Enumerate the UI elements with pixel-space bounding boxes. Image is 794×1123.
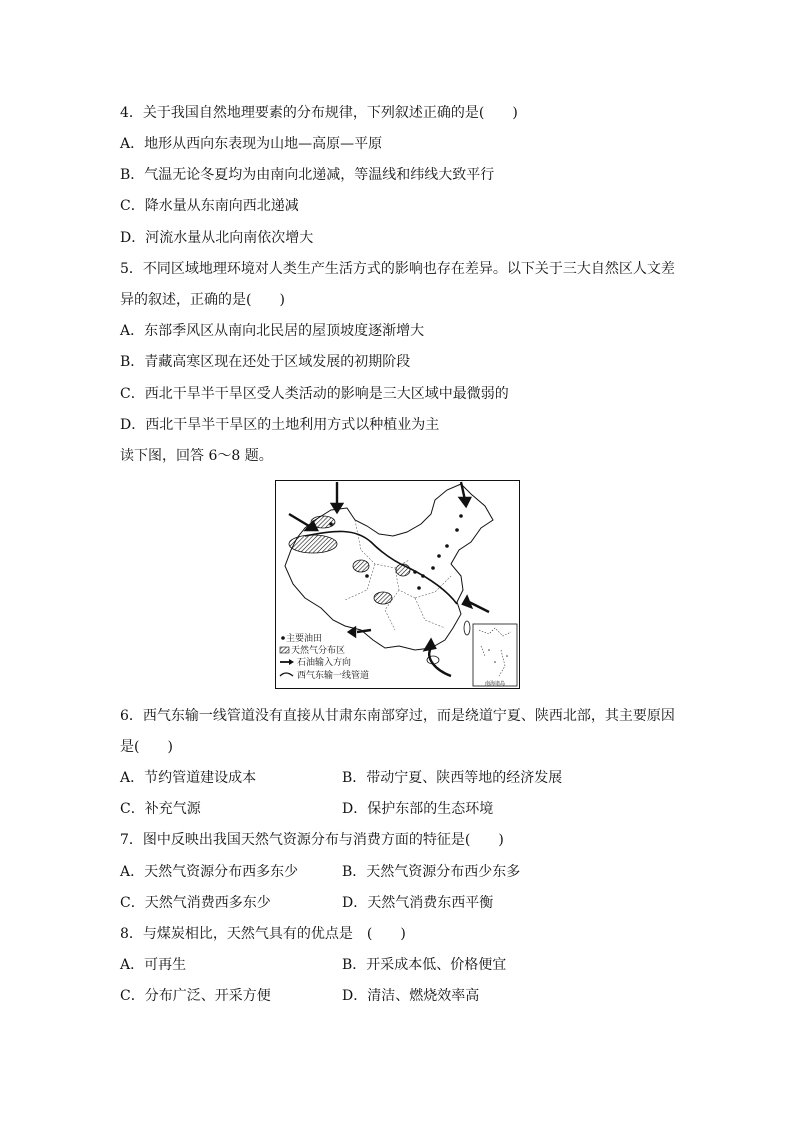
q8-option-d: D．清洁、燃烧效率高 [342, 988, 480, 1004]
gas-area-sichuan [374, 592, 392, 604]
q5-option-b: B．青藏高寒区现在还处于区域发展的初期阶段 [120, 354, 411, 370]
legend-oilfield: 主要油田 [286, 634, 323, 644]
q5-stem-line1: 5．不同区域地理环境对人类生产生活方式的影响也存在差异。以下关于三大自然区人文差 [120, 261, 675, 277]
inset-label: 南海诸岛 [484, 681, 506, 687]
legend-gas-area: 天然气分布区 [291, 646, 346, 656]
q6-option-a: A．节约管道建设成本 [120, 770, 257, 786]
q6-option-d: D．保护东部的生态环境 [342, 801, 494, 817]
q4-stem: 4．关于我国自然地理要素的分布规律，下列叙述正确的是( ) [120, 105, 518, 121]
gas-area-qaidam [353, 560, 369, 572]
q5-stem-line2: 异的叙述，正确的是( ) [120, 292, 285, 308]
q7-option-b: B．天然气资源分布西少东多 [342, 864, 521, 880]
q7-option-a: A．天然气资源分布西多东少 [120, 864, 299, 880]
map-intro: 读下图，回答 6～8 题。 [120, 448, 273, 464]
q7-option-c: C．天然气消费西多东少 [120, 895, 271, 911]
q7-option-d: D．天然气消费东西平衡 [342, 895, 494, 911]
q8-option-a: A．可再生 [120, 957, 187, 973]
q4-option-a: A．地形从西向东表现为山地—高原—平原 [120, 136, 383, 152]
q6-stem-line2: 是( ) [120, 739, 173, 755]
legend-oil-import: 石油输入方向 [297, 658, 352, 668]
legend-pipeline: 西气东输一线管道 [297, 671, 370, 681]
q7-stem: 7．图中反映出我国天然气资源分布与消费方面的特征是( ) [120, 832, 504, 848]
q4-option-d: D．河流水量从北向南依次增大 [120, 230, 314, 246]
q6-option-c: C．补充气源 [120, 801, 201, 817]
q5-option-c: C．西北干旱半干旱区受人类活动的影响是三大区域中最微弱的 [120, 386, 509, 402]
q8-stem: 8．与煤炭相比，天然气具有的优点是 ( ) [120, 926, 406, 942]
q6-option-b: B．带动宁夏、陕西等地的经济发展 [342, 770, 563, 786]
q4-option-c: C．降水量从东南向西北递减 [120, 198, 299, 214]
q8-option-c: C．分布广泛、开采方便 [120, 988, 271, 1004]
q5-option-d: D．西北干旱半干旱区的土地利用方式以种植业为主 [120, 417, 440, 433]
q5-option-a: A．东部季风区从南向北民居的屋顶坡度逐渐增大 [120, 323, 425, 339]
q8-option-b: B．开采成本低、价格便宜 [342, 957, 507, 973]
gas-area-tarim [289, 535, 337, 553]
q4-option-b: B．气温无论冬夏均为由南向北递减，等温线和纬线大致平行 [120, 167, 495, 183]
china-energy-map [275, 480, 520, 689]
q6-stem-line1: 6．西气东输一线管道没有直接从甘肃东南部穿过，而是绕道宁夏、陕西北部，其主要原因 [120, 708, 675, 724]
